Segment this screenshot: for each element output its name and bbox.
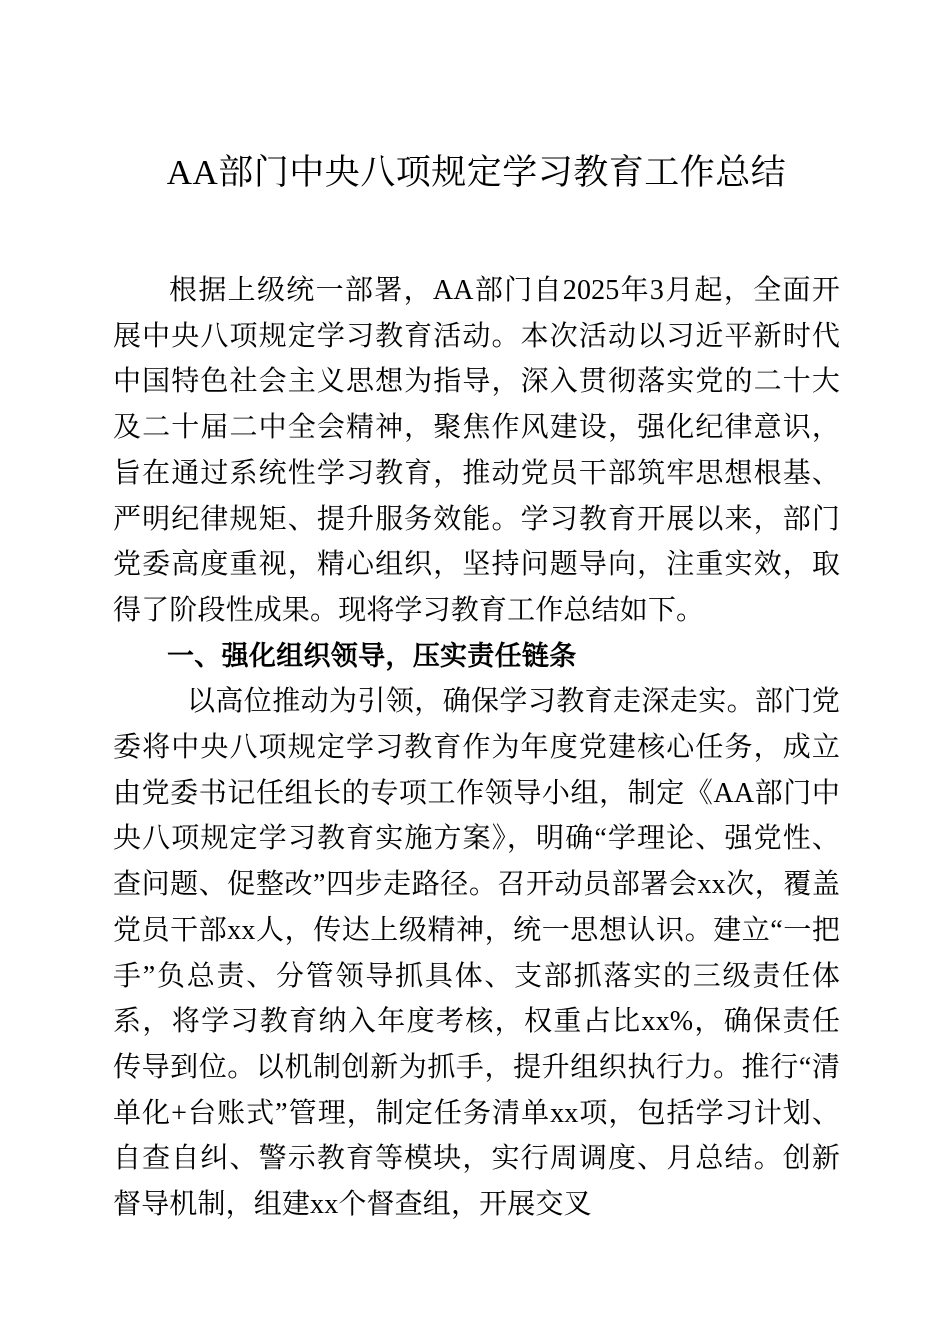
section-heading-one: 一、强化组织领导，压实责任链条	[167, 640, 577, 671]
section-one-paragraph: 以高位推动为引领，确保学习教育走深走实。部门党委将中央八项规定学习教育作为年度党建核心任务，成立由党委书记任组长的专项工作领导小组，制定《AA部门中央八项规定学习教育实施方案》，明确“学理论、强党性、查问题、促整改”四步走路径。召开动员部署会xx次，覆盖党员干部xx人，传达上级精神，统一思想认识。建立“一把手”负总责、分管领导抓具体、支部抓落实的三级责任体系，将学习教育纳入年度考核，权重占比xx%，确保责任传导到位。以机制创新为抓手，提升组织执行力。推行“清单化+台账式”管理，制定任务清单xx项，包括学习计划、自查自纠、警示教育等模块，实行周调度、月总结。创新督导机制，组建xx个督查组，开展交叉	[113, 686, 840, 1221]
document-body	[113, 150, 840, 1228]
intro-paragraph: 根据上级统一部署，AA部门自2025年3月起，全面开展中央八项规定学习教育活动。本次活动以习近平新时代中国特色社会主义思想为指导，深入贯彻落实党的二十大及二十届二中全会精神，聚焦作风建设，强化纪律意识，旨在通过系统性学习教育，推动党员干部筑牢思想根基、严明纪律规矩、提升服务效能。学习教育开展以来，部门党委高度重视，精心组织，坚持问题导向，注重实效，取得了阶段性成果。现将学习教育工作总结如下。	[113, 275, 840, 626]
title-spacer	[113, 196, 840, 268]
page-title: AA部门中央八项规定学习教育工作总结	[166, 153, 787, 192]
